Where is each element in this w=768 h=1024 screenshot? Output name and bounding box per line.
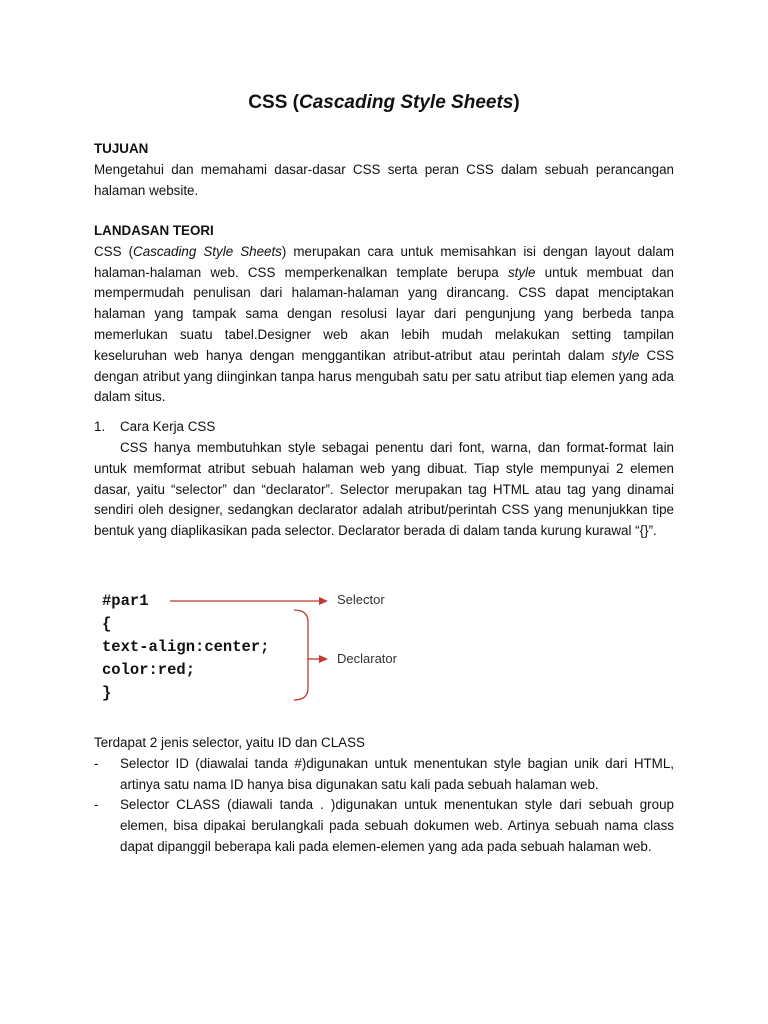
list-item	[94, 754, 674, 796]
section-tujuan	[94, 139, 674, 201]
bullet-dash: -	[94, 797, 99, 813]
heading-tujuan: TUJUAN	[94, 141, 149, 156]
paragraph-tujuan: Mengetahui dan memahami dasar-dasar CSS serta peran CSS dalam sebuah perancangan halaman website.	[94, 161, 674, 198]
page-title: CSS (Cascading Style Sheets)	[248, 92, 520, 113]
declarator-label: Declarator	[337, 651, 397, 666]
heading-landasan-teori: LANDASAN TEORI	[94, 223, 214, 238]
declarator-bracket	[294, 610, 308, 700]
paragraph-jenis-intro: Terdapat 2 jenis selector, yaitu ID dan CLASS	[94, 735, 365, 750]
code-line: {	[102, 615, 112, 633]
selector-arrowhead	[319, 597, 328, 605]
selector-label: Selector	[337, 592, 385, 607]
heading-cara-kerja: Cara Kerja CSS	[120, 419, 216, 434]
section-jenis-selector	[94, 733, 674, 858]
list-item-text: Selector CLASS (diawali tanda . )digunakan untuk menentukan style dari sebuah group elemen, bisa dipakai berulangkali pada sebuah dokumen web. Artinya sebuah nama class dapat dipanggil beberapa kali pada elemen-elemen yang ada pada sebuah halaman web.	[120, 797, 674, 854]
css-syntax-diagram	[94, 580, 434, 710]
list-item-text: Selector ID (diawalai tanda #)digunakan untuk menentukan style bagian unik dari HTML, artinya satu nama ID hanya bisa digunakan satu kali pada sebuah halaman web.	[120, 755, 674, 792]
list-number: 1.	[94, 419, 106, 434]
paragraph-landasan-teori: CSS (Cascading Style Sheets) merupakan cara untuk memisahkan isi dengan layout dalam halaman-halaman web. CSS memperkenalkan template berupa style untuk membuat dan mempermudah penulisan dari halaman-halaman yang dirancang. CSS dapat menciptakan halaman yang tampak sama dengan resolusi layar dari pengunjung yang berbeda tanpa memerlukan suatu tabel.Designer web akan lebih mudah melakukan setting tampilan keseluruhan web hanya dengan menggantikan atribut-atribut atau perintah dalam style CSS dengan atribut yang diinginkan tanpa harus mengubah satu per satu atribut tiap elemen yang ada dalam situs.	[94, 243, 675, 405]
paragraph-cara-kerja: CSS hanya membutuhkan style sebagai penentu dari font, warna, dan format-format lain untuk memformat atribut sebuah halaman web yang dibuat. Tiap style mempunyai 2 elemen dasar, yaitu “selector” dan “declarator”. Selector merupakan tag HTML atau tag yang dinamai sendiri oleh designer, sedangkan declarator adalah atribut/perintah CSS yang menunjukkan tipe bentuk yang diaplikasikan pada selector. Declarator berada di dalam tanda kurung kurawal “{}”.	[94, 440, 674, 539]
code-line: #par1	[102, 592, 149, 610]
code-line: text-align:center;	[102, 638, 270, 656]
bullet-dash: -	[94, 755, 99, 771]
code-line: }	[102, 684, 112, 702]
code-line: color:red;	[102, 661, 196, 679]
list-item	[94, 795, 674, 857]
declarator-arrowhead	[319, 655, 328, 663]
section-landasan-teori	[94, 221, 674, 408]
